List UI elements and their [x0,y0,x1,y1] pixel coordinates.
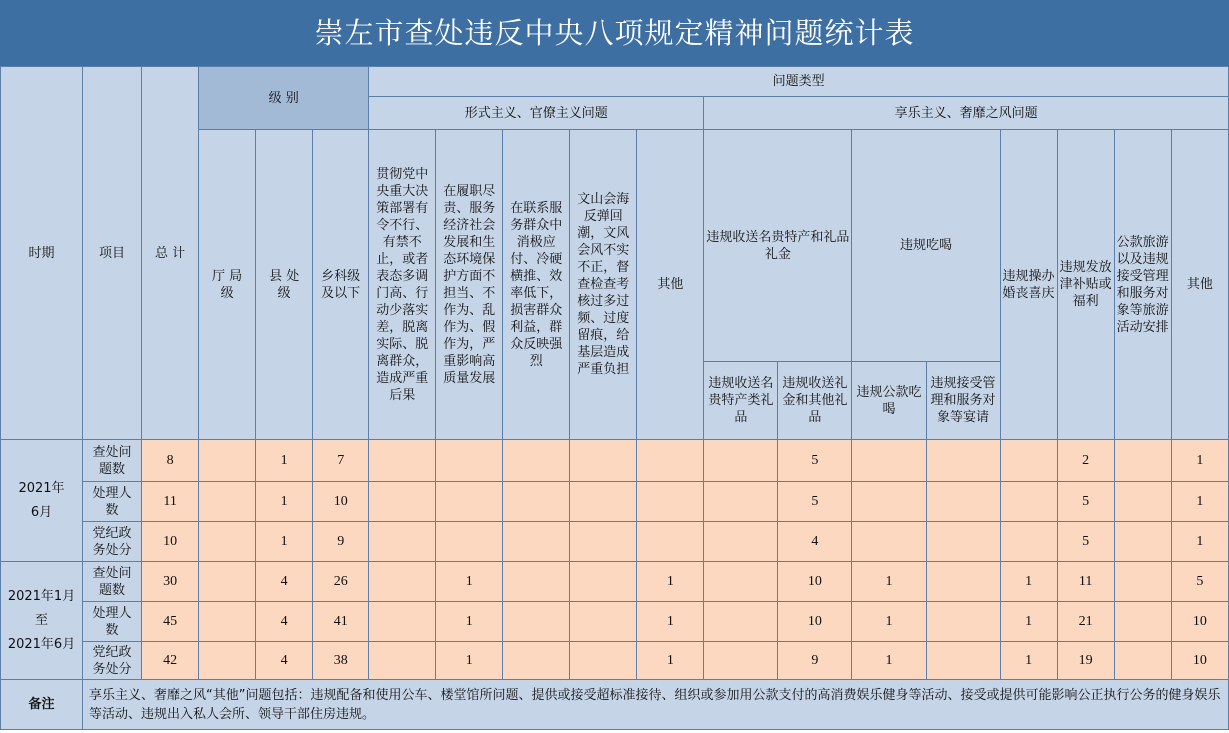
item-cell: 党纪政 务处分 [83,642,142,680]
header-total: 总 计 [142,67,199,440]
value-cell [852,482,926,522]
value-cell [1114,642,1171,680]
value-cell: 1 [436,642,503,680]
value-cell [852,522,926,562]
header-dining-banquet: 违规接受管理和服务对象等宴请 [926,362,1000,440]
value-cell: 1 [256,522,313,562]
value-cell: 11 [142,482,199,522]
value-cell [704,522,778,562]
value-cell [1114,562,1171,602]
table-row [1,482,1229,522]
table-row [1,602,1229,642]
table-row [1,562,1229,602]
value-cell [570,642,637,680]
value-cell [199,602,256,642]
header-item: 项目 [83,67,142,440]
value-cell [199,522,256,562]
value-cell: 10 [1171,642,1228,680]
header-allowance: 违规发放津补贴或福利 [1057,130,1114,440]
value-cell [570,482,637,522]
value-cell: 1 [1000,642,1057,680]
value-cell: 10 [778,562,852,602]
value-cell [926,602,1000,642]
item-cell: 查处问 题数 [83,440,142,482]
value-cell: 7 [313,440,369,482]
value-cell [926,642,1000,680]
value-cell [1000,522,1057,562]
value-cell: 1 [1000,562,1057,602]
value-cell [926,440,1000,482]
value-cell [704,602,778,642]
value-cell [926,482,1000,522]
header-dining-public: 违规公款吃喝 [852,362,926,440]
value-cell: 1 [436,562,503,602]
value-cell [704,562,778,602]
value-cell: 1 [852,602,926,642]
value-cell [704,642,778,680]
value-cell: 10 [313,482,369,522]
value-cell [199,482,256,522]
value-cell: 4 [778,522,852,562]
value-cell [436,440,503,482]
header-formalism-other: 其他 [637,130,704,440]
header-wedding: 违规操办婚丧喜庆 [1000,130,1057,440]
header-formalism: 形式主义、官僚主义问题 [369,97,704,130]
value-cell [637,440,704,482]
value-cell [436,482,503,522]
value-cell: 4 [256,562,313,602]
header-level-xian: 县 处 级 [256,130,313,440]
value-cell [1114,602,1171,642]
header-level-xiang: 乡科级 及以下 [313,130,369,440]
value-cell: 26 [313,562,369,602]
header-gift: 违规收送名贵特产和礼品礼金 [704,130,852,362]
header-dining: 违规吃喝 [852,130,1000,362]
value-cell: 1 [637,642,704,680]
value-cell: 1 [1171,440,1228,482]
value-cell: 1 [256,440,313,482]
value-cell: 5 [1171,562,1228,602]
value-cell [436,522,503,562]
header-formalism-col-4: 文山会海反弹回潮，文风会风不实不正，督查检查考核过多过频、过度留痕，给基层造成严重负担 [570,130,637,440]
value-cell: 1 [637,602,704,642]
value-cell [503,482,570,522]
value-cell [369,440,436,482]
value-cell: 1 [852,642,926,680]
value-cell: 4 [256,642,313,680]
value-cell: 1 [256,482,313,522]
value-cell [503,642,570,680]
header-hedonism-other: 其他 [1171,130,1228,440]
value-cell [1114,440,1171,482]
value-cell: 9 [778,642,852,680]
period-cell: 2021年1月至 2021年6月 [1,562,83,680]
value-cell [1114,522,1171,562]
header-hedonism: 享乐主义、奢靡之风问题 [704,97,1229,130]
value-cell [852,440,926,482]
header-level-ting: 厅 局 级 [199,130,256,440]
value-cell: 5 [1057,522,1114,562]
value-cell [369,562,436,602]
value-cell [704,440,778,482]
value-cell: 45 [142,602,199,642]
item-cell: 查处问 题数 [83,562,142,602]
statistics-table [0,66,1229,730]
value-cell [1114,482,1171,522]
value-cell: 21 [1057,602,1114,642]
value-cell: 10 [778,602,852,642]
value-cell [637,522,704,562]
value-cell: 41 [313,602,369,642]
value-cell: 1 [436,602,503,642]
value-cell [1000,440,1057,482]
item-cell: 处理人 数 [83,482,142,522]
header-formalism-col-1: 贯彻党中央重大决策部署有令不行、有禁不止，或者表态多调门高、行动少落实差，脱离实际、脱离群众，造成严重后果 [369,130,436,440]
table-row [1,440,1229,482]
value-cell [199,440,256,482]
value-cell [1000,482,1057,522]
item-cell: 党纪政 务处分 [83,522,142,562]
value-cell [199,562,256,602]
value-cell: 10 [1171,602,1228,642]
period-cell: 2021年 6月 [1,440,83,562]
value-cell: 19 [1057,642,1114,680]
value-cell: 2 [1057,440,1114,482]
table-body [1,440,1229,680]
value-cell: 8 [142,440,199,482]
value-cell [704,482,778,522]
value-cell: 11 [1057,562,1114,602]
value-cell [503,602,570,642]
header-gift-cash: 违规收送礼金和其他礼品 [778,362,852,440]
header-level: 级 别 [199,67,369,130]
table-row [1,642,1229,680]
value-cell [503,522,570,562]
value-cell [503,440,570,482]
item-cell: 处理人 数 [83,602,142,642]
value-cell: 5 [1057,482,1114,522]
value-cell: 1 [637,562,704,602]
value-cell: 1 [852,562,926,602]
value-cell: 1 [1171,482,1228,522]
value-cell [637,482,704,522]
value-cell [369,482,436,522]
header-formalism-col-3: 在联系服务群众中消极应付、冷硬横推、效率低下，损害群众利益，群众反映强烈 [503,130,570,440]
page-title: 崇左市查处违反中央八项规定精神问题统计表 [0,0,1229,66]
value-cell [570,440,637,482]
value-cell: 42 [142,642,199,680]
remark-text: 享乐主义、奢靡之风“其他”问题包括：违规配备和使用公车、楼堂馆所问题、提供或接受超标准接待、组织或参加用公款支付的高消费娱乐健身等活动、接受或提供可能影响公正执行公务的健身娱乐等活动、违规出入私人会所、领导干部住房违规。 [83,680,1229,730]
value-cell: 10 [142,522,199,562]
value-cell: 1 [1171,522,1228,562]
value-cell: 9 [313,522,369,562]
header-period: 时期 [1,67,83,440]
value-cell [570,562,637,602]
value-cell [369,602,436,642]
remark-label: 备注 [1,680,83,730]
table-row [1,522,1229,562]
value-cell [570,522,637,562]
value-cell [369,642,436,680]
value-cell: 5 [778,440,852,482]
header-problem-type: 问题类型 [369,67,1229,97]
header-formalism-col-2: 在履职尽责、服务经济社会发展和生态环境保护方面不担当、不作为、乱作为、假作为，严重影响高质量发展 [436,130,503,440]
header-gift-specialty: 违规收送名贵特产类礼品 [704,362,778,440]
value-cell: 4 [256,602,313,642]
value-cell: 30 [142,562,199,602]
value-cell [926,522,1000,562]
value-cell [199,642,256,680]
header-travel: 公款旅游以及违规接受管理和服务对象等旅游活动安排 [1114,130,1171,440]
value-cell [369,522,436,562]
value-cell [570,602,637,642]
value-cell [926,562,1000,602]
value-cell: 5 [778,482,852,522]
value-cell: 38 [313,642,369,680]
value-cell: 1 [1000,602,1057,642]
value-cell [503,562,570,602]
